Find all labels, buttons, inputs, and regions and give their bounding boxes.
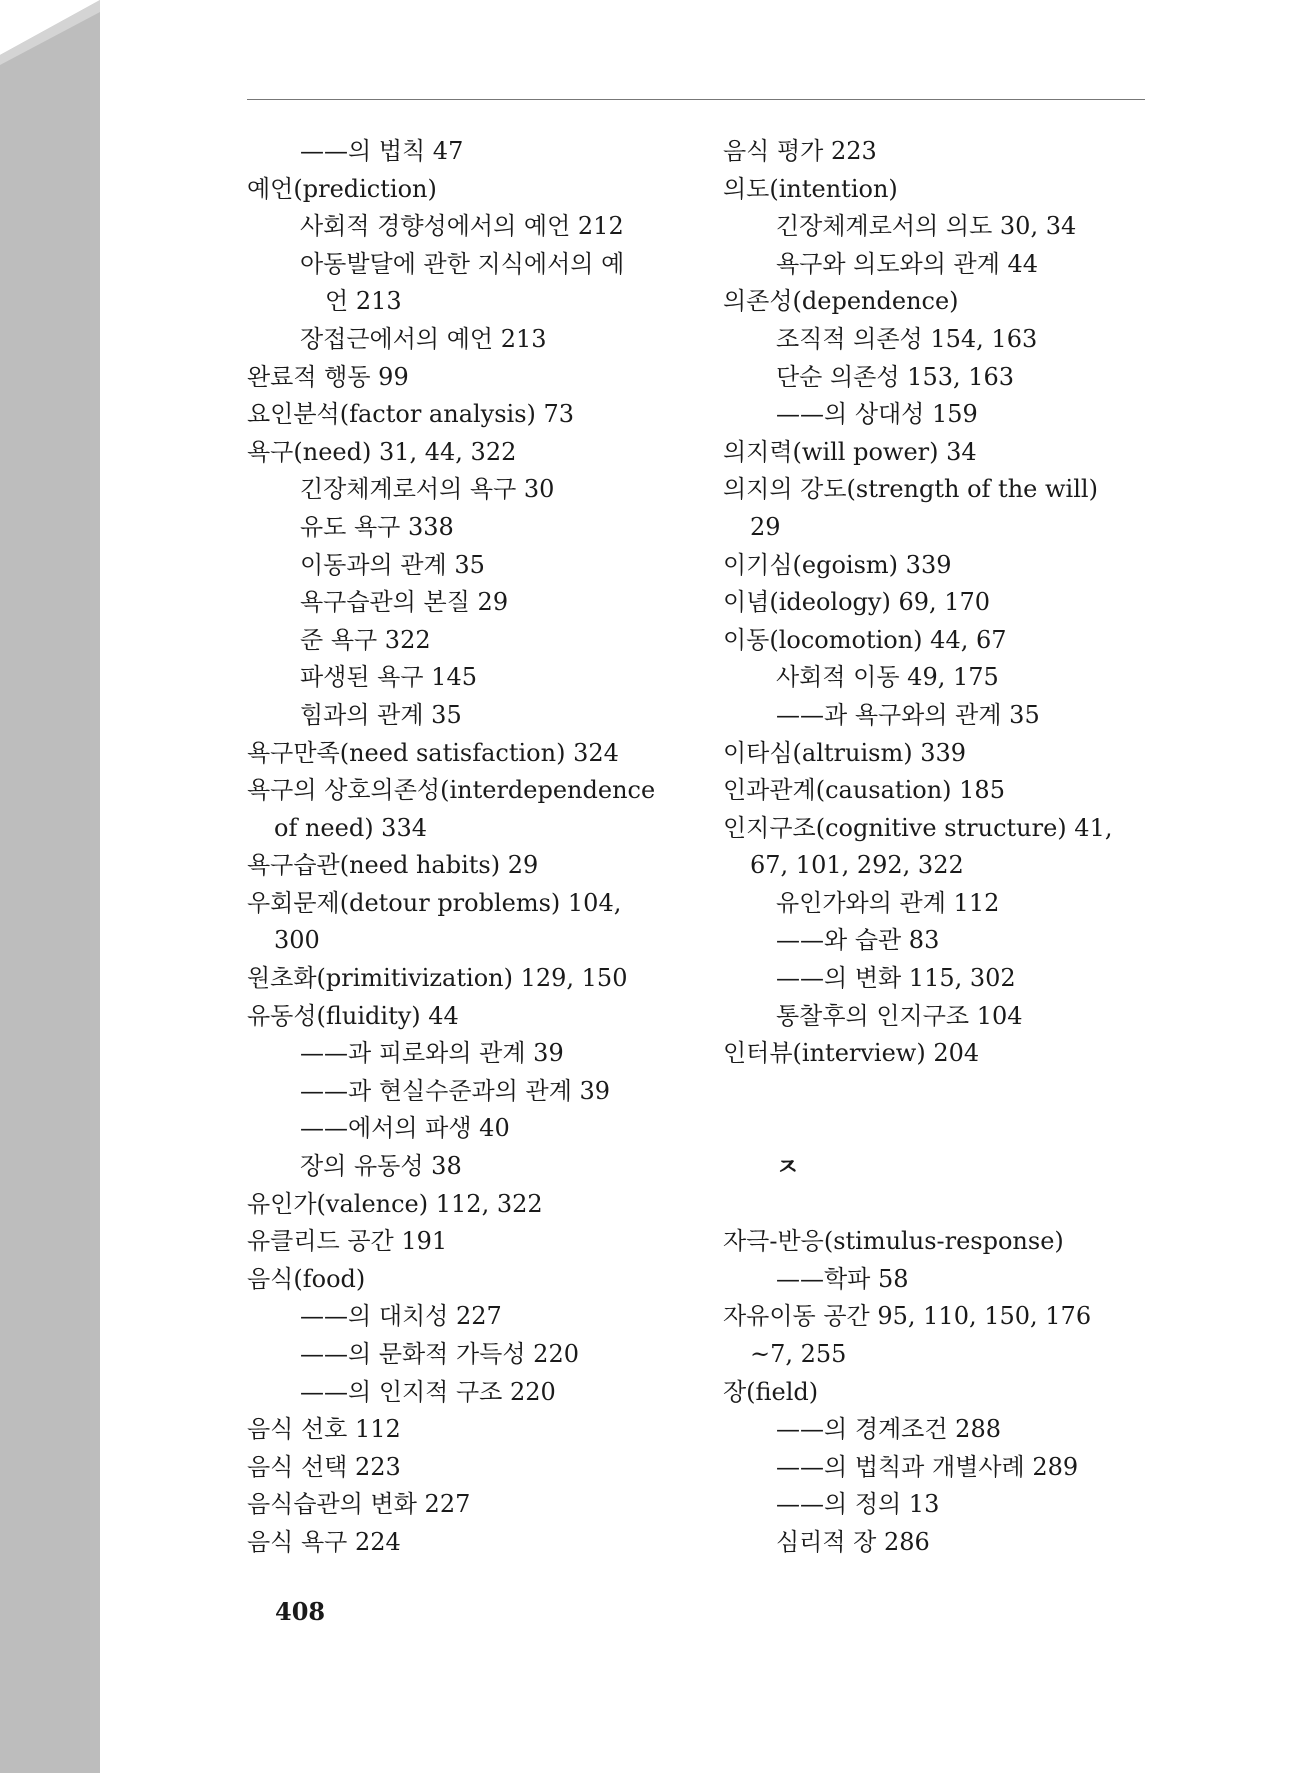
index-subentry: ——에서의 파생 40 bbox=[300, 1114, 510, 1143]
index-subentry: 긴장체계로서의 욕구 30 bbox=[300, 475, 555, 504]
index-subentry: 욕구와 의도와의 관계 44 bbox=[776, 249, 1039, 278]
index-subentry: ——와 습관 83 bbox=[776, 926, 940, 955]
page-number: 408 bbox=[275, 1597, 326, 1626]
index-entry: 자극-반응(stimulus-response) bbox=[723, 1227, 1064, 1256]
index-subentry: ——의 인지적 구조 220 bbox=[300, 1377, 556, 1406]
index-entry: 인터뷰(interview) 204 bbox=[723, 1039, 980, 1068]
index-subentry: 파생된 욕구 145 bbox=[300, 663, 477, 692]
index-column-right bbox=[723, 133, 1153, 1562]
index-subentry: 단순 의존성 153, 163 bbox=[776, 362, 1015, 391]
index-entry: 음식 선호 112 bbox=[247, 1415, 401, 1444]
index-entry: 인과관계(causation) 185 bbox=[723, 776, 1005, 805]
index-entry: 자유이동 공간 95, 110, 150, 176 bbox=[723, 1302, 1092, 1331]
index-subentry: ~7, 255 bbox=[750, 1340, 847, 1368]
index-subentry: ——과 피로와의 관계 39 bbox=[300, 1039, 564, 1068]
index-entry: 유클리드 공간 191 bbox=[247, 1227, 448, 1256]
index-entry: 음식 욕구 224 bbox=[247, 1527, 401, 1556]
index-subentry: ——의 법칙과 개별사례 289 bbox=[776, 1452, 1079, 1481]
index-entry: 원초화(primitivization) 129, 150 bbox=[247, 964, 628, 993]
index-subentry: 67, 101, 292, 322 bbox=[750, 851, 964, 880]
book-spine bbox=[0, 0, 100, 1773]
spacer bbox=[723, 1073, 1153, 1111]
index-column-left bbox=[247, 133, 687, 1562]
index-subentry: 조직적 의존성 154, 163 bbox=[776, 324, 1038, 353]
index-entry: 음식 선택 223 bbox=[247, 1452, 401, 1481]
index-entry: 음식(food) bbox=[247, 1264, 366, 1293]
index-subentry: ——의 상대성 159 bbox=[776, 400, 978, 429]
index-subentry: 장의 유동성 38 bbox=[300, 1152, 462, 1181]
index-entry: 이기심(egoism) 339 bbox=[723, 550, 952, 579]
index-subentry: ——의 법칙 47 bbox=[300, 137, 464, 165]
index-subentry: 장접근에서의 예언 213 bbox=[300, 324, 547, 353]
index-entry: 의도(intention) bbox=[723, 174, 898, 203]
index-entry: 의존성(dependence) bbox=[723, 287, 959, 316]
index-entry: 우회문제(detour problems) 104, bbox=[247, 888, 622, 917]
index-subentry: 유인가와의 관계 112 bbox=[776, 888, 1000, 917]
header-rule bbox=[247, 99, 1145, 100]
index-subentry: ——학파 58 bbox=[776, 1264, 909, 1293]
spacer bbox=[723, 1186, 1153, 1224]
index-subentry: 이동과의 관계 35 bbox=[300, 550, 485, 579]
index-subentry: 통찰후의 인지구조 104 bbox=[776, 1001, 1023, 1030]
index-entry: 요인분석(factor analysis) 73 bbox=[247, 400, 575, 429]
index-entry: 음식습관의 변화 227 bbox=[247, 1490, 471, 1519]
index-entry: 이타심(altruism) 339 bbox=[723, 738, 967, 767]
index-subentry: 긴장체계로서의 의도 30, 34 bbox=[776, 212, 1077, 241]
index-subentry: ——의 대치성 227 bbox=[300, 1302, 502, 1331]
index-entry: 유인가(valence) 112, 322 bbox=[247, 1189, 543, 1218]
index-entry: 장(field) bbox=[723, 1377, 819, 1406]
index-subentry: 심리적 장 286 bbox=[776, 1527, 930, 1556]
index-entry: 의지력(will power) 34 bbox=[723, 437, 977, 466]
index-entry: 욕구의 상호의존성(interdependence bbox=[247, 776, 656, 805]
index-subentry: 사회적 이동 49, 175 bbox=[776, 663, 999, 692]
spacer bbox=[723, 1110, 1153, 1148]
index-entry: 이념(ideology) 69, 170 bbox=[723, 588, 991, 617]
index-subentry: 29 bbox=[750, 512, 781, 541]
index-subentry: 힘과의 관계 35 bbox=[300, 700, 462, 729]
index-entry: 의지의 강도(strength of the will) bbox=[723, 475, 1098, 504]
index-entry: 이동(locomotion) 44, 67 bbox=[723, 625, 1007, 654]
index-subentry: 사회적 경향성에서의 예언 212 bbox=[300, 212, 624, 241]
index-subentry: 300 bbox=[274, 926, 320, 955]
index-entry: 유동성(fluidity) 44 bbox=[247, 1001, 459, 1030]
index-entry: 욕구(need) 31, 44, 322 bbox=[247, 437, 517, 466]
index-entry: 완료적 행동 99 bbox=[247, 362, 409, 391]
index-subentry: ——의 변화 115, 302 bbox=[776, 964, 1016, 993]
index-subentry: ——과 현실수준과의 관계 39 bbox=[300, 1076, 611, 1105]
index-subentry: 유도 욕구 338 bbox=[300, 512, 454, 541]
index-subentry: 욕구습관의 본질 29 bbox=[300, 588, 509, 617]
index-subentry: of need) 334 bbox=[274, 813, 427, 842]
index-subentry: ——의 정의 13 bbox=[776, 1490, 940, 1519]
index-entry: 욕구습관(need habits) 29 bbox=[247, 851, 539, 880]
index-subentry: 준 욕구 322 bbox=[300, 625, 431, 654]
index-subentry: ——과 욕구와의 관계 35 bbox=[776, 700, 1040, 729]
index-entry: 욕구만족(need satisfaction) 324 bbox=[247, 738, 619, 767]
index-entry: 음식 평가 223 bbox=[723, 137, 877, 165]
index-subentry: 아동발달에 관한 지식에서의 예 bbox=[300, 249, 625, 278]
index-subentry: 언 213 bbox=[325, 287, 402, 316]
index-subentry: ——의 경계조건 288 bbox=[776, 1415, 1001, 1444]
index-entry: 인지구조(cognitive structure) 41, bbox=[723, 813, 1113, 842]
index-subentry: ——의 문화적 가득성 220 bbox=[300, 1340, 579, 1368]
section-letter: ㅈ bbox=[776, 1152, 800, 1182]
index-entry: 예언(prediction) bbox=[247, 174, 437, 203]
